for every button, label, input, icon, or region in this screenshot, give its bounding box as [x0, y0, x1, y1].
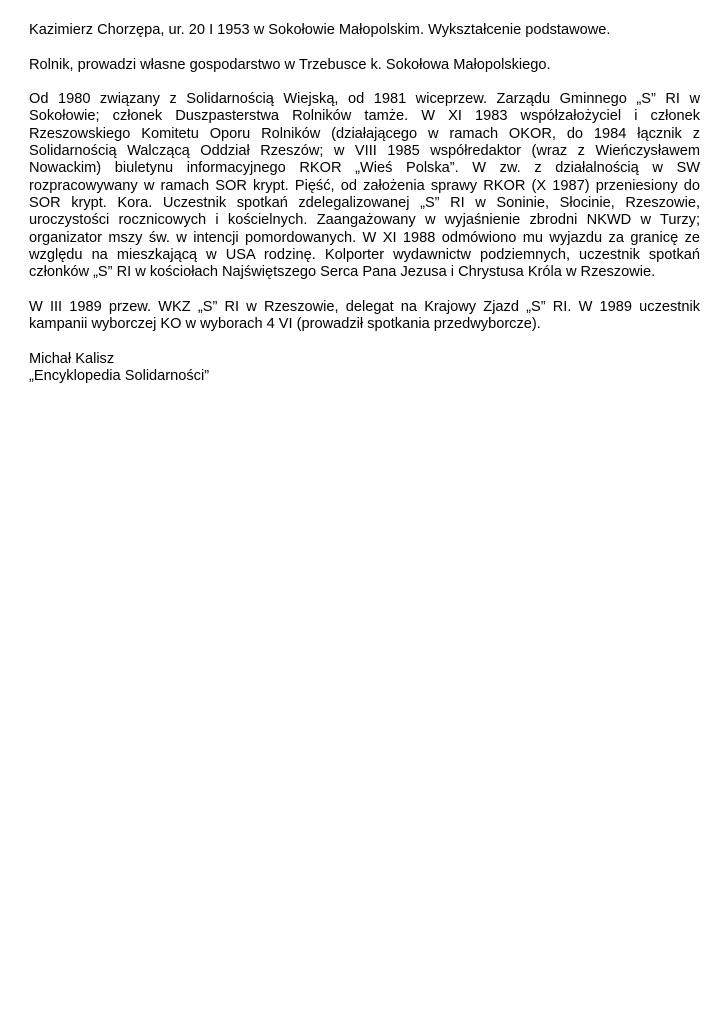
biography-paragraph: Od 1980 związany z Solidarnością Wiejską, od 1981 wiceprzew. Zarządu Gminnego „S” RI w Sokołowie; członek Duszpasterstwa Rolników tamże. W XI 1983 współzałożyciel i członek Rzeszowskiego Komitetu Oporu Rolników (działającego w ramach OKOR, do 1984 łącznik z Solidarnością Walczącą Oddział Rzeszów; w VIII 1985 współredaktor (wraz z Wieńczysławem Nowackim) biuletynu informacyjnego RKOR „Wieś Polska”. W zw. z działalnością w SW rozpracowywany w ramach SOR krypt. Pięść, od założenia sprawy RKOR (X 1987) przeniesiony do SOR krypt. Kora. Uczestnik spotkań zdelegalizowanej „S” RI w Soninie, Słocinie, Rzeszowie, uroczystości rocznicowych i kościelnych. Zaangażowany w wyjaśnienie zbrodni NKWD w Turzy; organizator mszy św. w intencji pomordowanych. W XI 1988 odmówiono mu wyjazdu za granicę ze względu na mieszkającą w USA rodzinę. Kolporter wydawnictw podziemnych, uczestnik spotkań członków „S” RI w kościołach Najświętszego Serca Pana Jezusa i Chrystusa Króla w Rzeszowie. [29, 91, 700, 281]
activity-1989-paragraph: W III 1989 przew. WKZ „S” RI w Rzeszowie, delegat na Krajowy Zjazd „S” RI. W 1989 uczestnik kampanii wyborczej KO w wyborach 4 VI (prowadził spotkania przedwyborcze). [29, 298, 700, 333]
document-page [29, 22, 700, 385]
occupation-paragraph: Rolnik, prowadzi własne gospodarstwo w Trzebusce k. Sokołowa Małopolskiego. [29, 56, 551, 73]
signature-block [29, 351, 700, 386]
source-title: „Encyklopedia Solidarności” [29, 367, 210, 384]
author-name: Michał Kalisz [29, 350, 115, 367]
intro-paragraph: Kazimierz Chorzępa, ur. 20 I 1953 w Sokołowie Małopolskim. Wykształcenie podstawowe. [29, 22, 611, 38]
